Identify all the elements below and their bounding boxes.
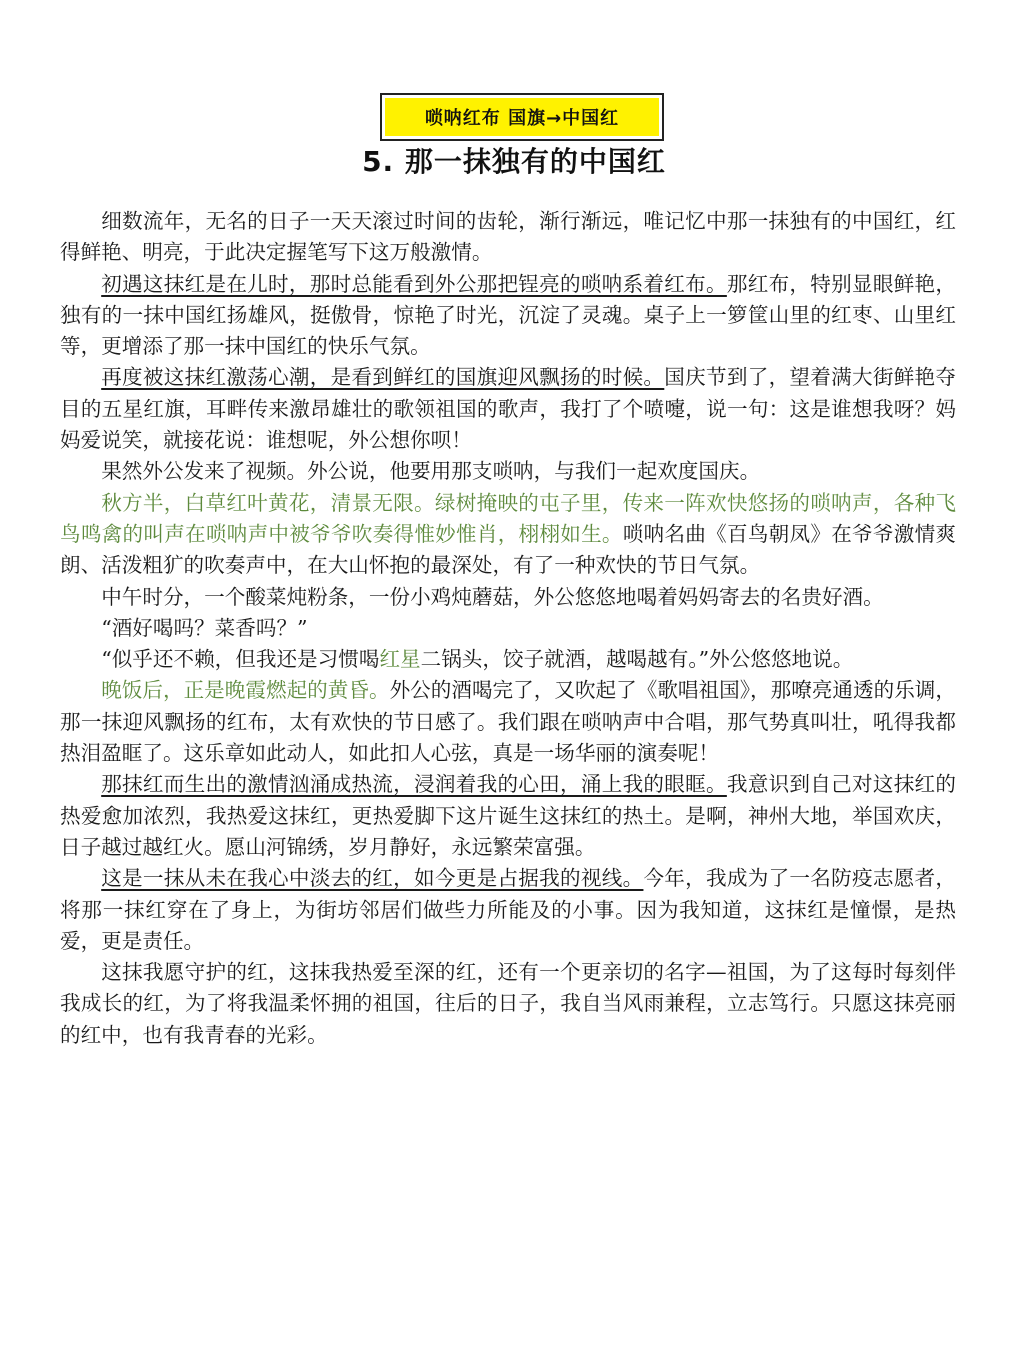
paragraph bbox=[60, 456, 956, 487]
dialogue: 二锅头，饺子就酒，越喝越有。”外公悠悠地说。 bbox=[420, 647, 854, 672]
paragraph bbox=[60, 675, 956, 769]
underlined-sentence: 再度被这抹红激荡心潮，是看到鲜红的国旗迎风飘扬的时候。 bbox=[101, 365, 665, 390]
sentence: 果然外公发来了视频。外公说，他要用那支唢呐，与我们一起欢度国庆。 bbox=[101, 459, 761, 484]
green-sentence: 秋方半，白草红叶黄花，清景无限。绿树掩映的屯子里，传来一阵欢快悠扬的唢呐声，各种飞鸟鸣禽的叫声在唢呐声中被爷爷吹奏得惟妙惟肖，栩栩如生。 bbox=[60, 490, 956, 546]
sentence: 唢呐名曲《百鸟朝凤》在爷爷激情爽朗、活泼粗犷的吹奏声中，在大山怀抱的最深处，有了一种欢快的节日气氛。 bbox=[60, 521, 957, 578]
sentence: 今年，我成为了一名防疫志愿者，将那一抹红穿在了身上，为街坊邻居们做些力所能及的小事。因为我知道，这抹红是憧憬，是热爱，更是责任。 bbox=[60, 866, 957, 953]
sentence: 那红布，特别显眼鲜艳，独有的一抹中国红扬雄风，挺傲骨，惊艳了时光，沉淀了灵魂。桌子上一箩筐山里的红枣、山里红等，更增添了那一抹中国红的快乐气氛。 bbox=[60, 271, 957, 359]
paragraph bbox=[60, 488, 956, 582]
sentence: 外公的酒喝完了，又吹起了《歌唱祖国》，那嘹亮通透的乐调，那一抹迎风飘扬的红布，太有欢快的节日感了。我们跟在唢呐声中合唱，那气势真叫壮，吼得我都热泪盈眶了。这乐章如此动人，如此扣人心弦，真是一场华丽的演奏呢！ bbox=[60, 678, 956, 766]
underlined-sentence: 那抹红而生出的激情汹涌成热流，浸润着我的心田，涌上我的眼眶。 bbox=[101, 772, 727, 797]
paragraph bbox=[60, 769, 956, 863]
topic-tag-box bbox=[380, 93, 664, 141]
topic-tag: 唢呐红布 国旗→中国红 bbox=[385, 98, 659, 136]
underlined-sentence: 初遇这抹红是在儿时，那时总能看到外公那把锃亮的唢呐系着红布。 bbox=[101, 271, 727, 296]
sentence: 我意识到自己对这抹红的热爱愈加浓烈，我热爱这抹红，更热爱脚下这片诞生这抹红的热土。是啊，神州大地，举国欢庆，日子越过越红火。愿山河锦绣，岁月静好，永远繁荣富强。 bbox=[60, 772, 957, 859]
paragraph bbox=[60, 644, 956, 675]
dialogue: “似乎还不赖，但我还是习惯喝 bbox=[101, 647, 380, 672]
paragraph bbox=[60, 957, 956, 1051]
underlined-sentence: 这是一抹从未在我心中淡去的红，如今更是占据我的视线。 bbox=[101, 866, 644, 891]
paragraph bbox=[60, 269, 956, 363]
paragraph bbox=[60, 863, 956, 957]
paragraph bbox=[60, 362, 956, 456]
dialogue: “酒好喝吗？菜香吗？” bbox=[101, 615, 308, 640]
sentence: 细数流年，无名的日子一天天滚过时间的齿轮，渐行渐远，唯记忆中那一抹独有的中国红，红得鲜艳、明亮，于此决定握笔写下这万般激情。 bbox=[60, 209, 956, 265]
essay-title: 5. 那一抹独有的中国红 bbox=[362, 145, 666, 178]
essay-body bbox=[60, 206, 956, 1051]
green-sentence: 晚饭后，正是晚霞燃起的黄昏。 bbox=[101, 678, 390, 703]
sentence: 中午时分，一个酸菜炖粉条，一份小鸡炖蘑菇，外公悠悠地喝着妈妈寄去的名贵好酒。 bbox=[101, 584, 884, 609]
paragraph bbox=[60, 582, 956, 613]
green-word: 红星 bbox=[379, 647, 421, 672]
paragraph bbox=[60, 613, 956, 644]
paragraph bbox=[60, 206, 956, 269]
sentence: 这抹我愿守护的红，这抹我热爱至深的红，还有一个更亲切的名字—祖国，为了这每时每刻伴我成长的红，为了将我温柔怀拥的祖国，往后的日子，我自当风雨兼程，立志笃行。只愿这抹亮丽的红中，也有我青春的光彩。 bbox=[60, 960, 956, 1047]
sentence: 国庆节到了，望着满大街鲜艳夺目的五星红旗，耳畔传来激昂雄壮的歌领祖国的歌声，我打了个喷嚏，说一句：这是谁想我呀？妈妈爱说笑，就接花说：谁想呢，外公想你呗！ bbox=[60, 365, 957, 453]
